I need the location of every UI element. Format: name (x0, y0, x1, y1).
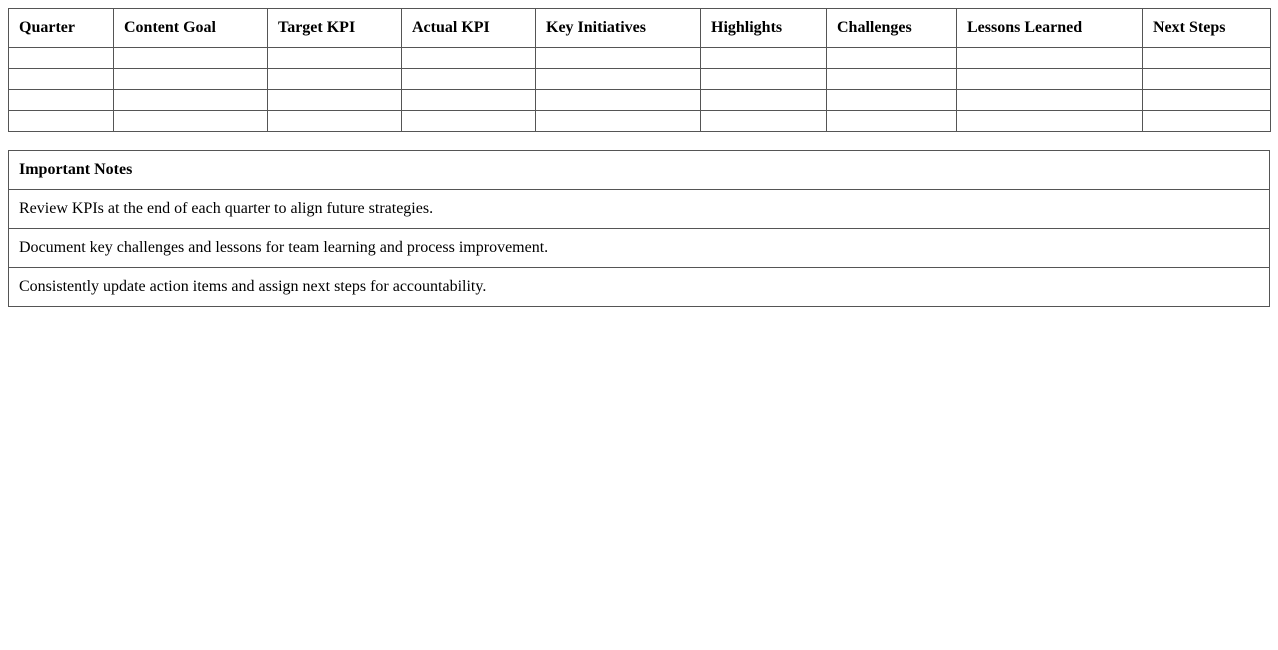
table-cell (402, 90, 536, 111)
table-cell (827, 111, 957, 132)
note-row (9, 229, 1270, 268)
table-row (9, 90, 1271, 111)
table-cell (1143, 111, 1271, 132)
column-header-key-initiatives: Key Initiatives (536, 9, 701, 48)
table-row (9, 69, 1271, 90)
column-header-quarter: Quarter (9, 9, 114, 48)
column-header-content-goal: Content Goal (114, 9, 268, 48)
table-cell (1143, 90, 1271, 111)
table-cell (1143, 69, 1271, 90)
table-cell (827, 48, 957, 69)
table-cell (402, 69, 536, 90)
column-header-target-kpi: Target KPI (268, 9, 402, 48)
table-cell (827, 69, 957, 90)
table-cell (114, 90, 268, 111)
table-header-row (9, 9, 1271, 48)
column-header-next-steps: Next Steps (1143, 9, 1271, 48)
table-cell (114, 48, 268, 69)
table-cell (536, 111, 701, 132)
table-cell (536, 69, 701, 90)
notes-title: Important Notes (9, 151, 1270, 190)
table-cell (114, 111, 268, 132)
table-cell (957, 69, 1143, 90)
table-cell (957, 90, 1143, 111)
table-cell (701, 111, 827, 132)
table-cell (701, 48, 827, 69)
note-item: Consistently update action items and assign next steps for accountability. (9, 268, 1270, 307)
table-cell (701, 69, 827, 90)
table-cell (536, 90, 701, 111)
table-cell (9, 111, 114, 132)
table-cell (9, 90, 114, 111)
column-header-challenges: Challenges (827, 9, 957, 48)
table-cell (701, 90, 827, 111)
table-cell (1143, 48, 1271, 69)
column-header-highlights: Highlights (701, 9, 827, 48)
table-cell (957, 48, 1143, 69)
note-row (9, 190, 1270, 229)
table-cell (9, 69, 114, 90)
table-cell (268, 69, 402, 90)
table-cell (536, 48, 701, 69)
table-cell (268, 111, 402, 132)
important-notes-table (8, 150, 1270, 307)
table-cell (402, 48, 536, 69)
column-header-lessons-learned: Lessons Learned (957, 9, 1143, 48)
note-row (9, 268, 1270, 307)
note-item: Document key challenges and lessons for team learning and process improvement. (9, 229, 1270, 268)
table-row (9, 48, 1271, 69)
column-header-actual-kpi: Actual KPI (402, 9, 536, 48)
table-cell (114, 69, 268, 90)
table-cell (402, 111, 536, 132)
kpi-tracking-table (8, 8, 1271, 132)
table-row (9, 111, 1271, 132)
table-cell (9, 48, 114, 69)
table-cell (268, 48, 402, 69)
table-cell (957, 111, 1143, 132)
table-cell (268, 90, 402, 111)
note-item: Review KPIs at the end of each quarter to align future strategies. (9, 190, 1270, 229)
table-cell (827, 90, 957, 111)
notes-header-row (9, 151, 1270, 190)
page-content (8, 8, 1270, 307)
